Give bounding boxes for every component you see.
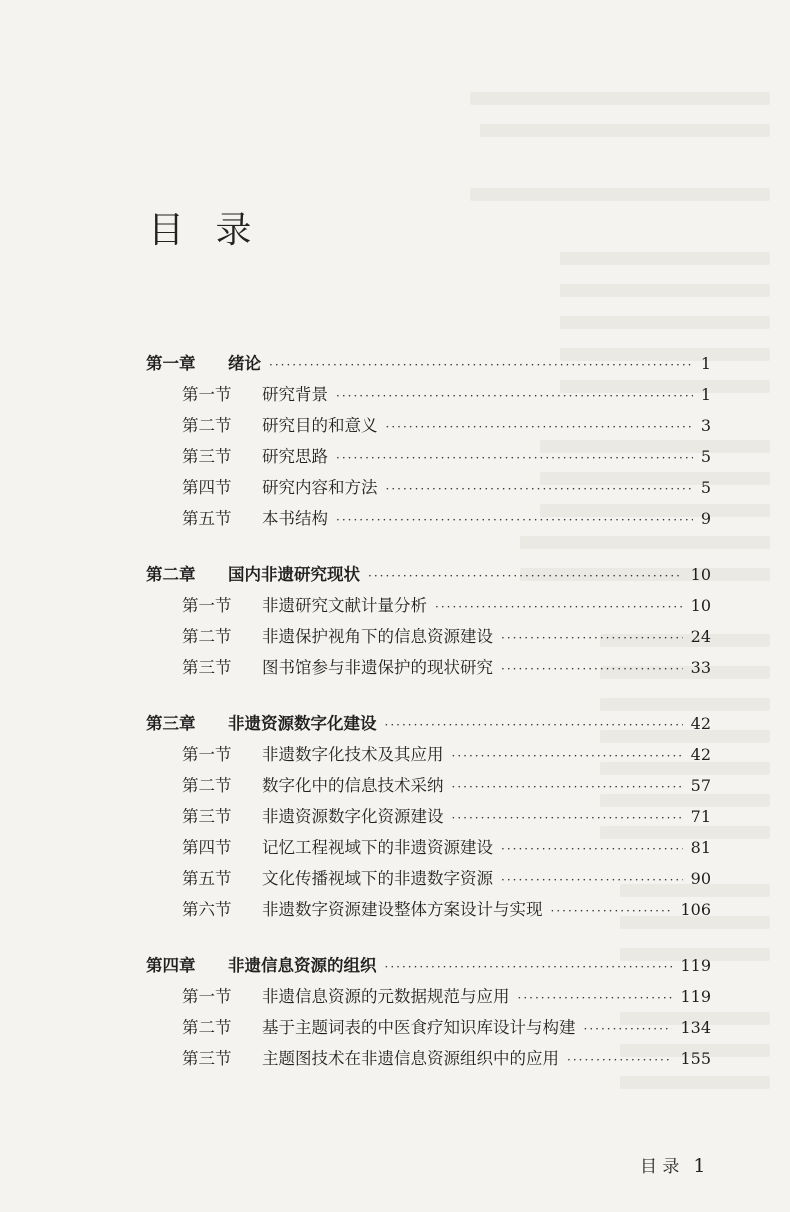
dot-leader bbox=[336, 451, 693, 465]
section-number: 第四节 bbox=[182, 478, 232, 497]
page-number: 33 bbox=[690, 658, 711, 677]
dot-leader bbox=[385, 718, 683, 732]
chapter-number: 第二章 bbox=[146, 565, 196, 584]
toc-section[interactable] bbox=[146, 741, 711, 772]
page-number: 71 bbox=[690, 807, 711, 826]
toc-section[interactable] bbox=[146, 412, 711, 443]
page-footer bbox=[640, 1152, 706, 1177]
page-number: 155 bbox=[680, 1049, 711, 1068]
toc-section[interactable] bbox=[146, 1045, 711, 1076]
page-number: 106 bbox=[680, 900, 711, 919]
section-number: 第二节 bbox=[182, 416, 232, 435]
section-title: 基于主题词表的中医食疗知识库设计与构建 bbox=[262, 1018, 576, 1037]
page-number: 24 bbox=[690, 627, 711, 646]
section-number: 第四节 bbox=[182, 838, 232, 857]
dot-leader bbox=[386, 420, 693, 434]
running-footer-label: 目 录 bbox=[640, 1157, 680, 1177]
dot-leader bbox=[269, 358, 693, 372]
section-number: 第一节 bbox=[182, 385, 232, 404]
page-number: 1 bbox=[700, 385, 711, 404]
toc-section[interactable] bbox=[146, 896, 711, 927]
chapter-title: 非遗信息资源的组织 bbox=[228, 956, 377, 975]
toc-chapter[interactable] bbox=[146, 350, 711, 381]
page-number: 10 bbox=[690, 565, 711, 584]
page-number: 3 bbox=[700, 416, 711, 435]
page-number: 119 bbox=[680, 956, 711, 975]
toc-section[interactable] bbox=[146, 505, 711, 536]
section-number: 第二节 bbox=[182, 776, 232, 795]
section-title: 数字化中的信息技术采纳 bbox=[262, 776, 444, 795]
dot-leader bbox=[501, 873, 683, 887]
toc-section[interactable] bbox=[146, 654, 711, 685]
section-title: 研究内容和方法 bbox=[262, 478, 378, 497]
page-number: 119 bbox=[680, 987, 711, 1006]
section-number: 第三节 bbox=[182, 658, 232, 677]
dot-leader bbox=[501, 842, 683, 856]
section-number: 第三节 bbox=[182, 807, 232, 826]
section-number: 第六节 bbox=[182, 900, 232, 919]
chapter-number: 第三章 bbox=[146, 714, 196, 733]
dot-leader bbox=[501, 631, 683, 645]
toc-chapter[interactable] bbox=[146, 710, 711, 741]
toc-section[interactable] bbox=[146, 983, 711, 1014]
footer-page-number: 1 bbox=[693, 1155, 706, 1177]
dot-leader bbox=[567, 1053, 672, 1067]
chapter-number: 第一章 bbox=[146, 354, 196, 373]
dot-leader bbox=[518, 991, 673, 1005]
toc-section[interactable] bbox=[146, 474, 711, 505]
dot-leader bbox=[501, 662, 683, 676]
chapter-number: 第四章 bbox=[146, 956, 196, 975]
section-title: 非遗数字资源建设整体方案设计与实现 bbox=[262, 900, 543, 919]
page-title: 目 录 bbox=[148, 210, 262, 252]
section-number: 第二节 bbox=[182, 627, 232, 646]
section-number: 第一节 bbox=[182, 987, 232, 1006]
section-title: 研究目的和意义 bbox=[262, 416, 378, 435]
section-number: 第五节 bbox=[182, 509, 232, 528]
dot-leader bbox=[452, 780, 683, 794]
section-title: 非遗研究文献计量分析 bbox=[262, 596, 427, 615]
toc-section[interactable] bbox=[146, 803, 711, 834]
section-title: 非遗资源数字化资源建设 bbox=[262, 807, 444, 826]
page-number: 57 bbox=[690, 776, 711, 795]
toc-section[interactable] bbox=[146, 834, 711, 865]
section-title: 主题图技术在非遗信息资源组织中的应用 bbox=[262, 1049, 559, 1068]
page-number: 1 bbox=[700, 354, 711, 373]
page-number: 42 bbox=[690, 714, 711, 733]
page-number: 5 bbox=[700, 478, 711, 497]
page-number: 42 bbox=[690, 745, 711, 764]
chapter-spacer bbox=[146, 927, 711, 952]
toc-section[interactable] bbox=[146, 865, 711, 896]
section-number: 第二节 bbox=[182, 1018, 232, 1037]
dot-leader bbox=[386, 482, 693, 496]
section-number: 第三节 bbox=[182, 447, 232, 466]
dot-leader bbox=[368, 569, 683, 583]
chapter-title: 绪论 bbox=[228, 354, 261, 373]
table-of-contents bbox=[146, 350, 711, 1076]
section-title: 研究背景 bbox=[262, 385, 328, 404]
toc-section[interactable] bbox=[146, 443, 711, 474]
page-number: 134 bbox=[680, 1018, 711, 1037]
section-title: 研究思路 bbox=[262, 447, 328, 466]
page-number: 90 bbox=[690, 869, 711, 888]
dot-leader bbox=[385, 960, 673, 974]
toc-section[interactable] bbox=[146, 381, 711, 412]
section-number: 第一节 bbox=[182, 745, 232, 764]
dot-leader bbox=[452, 749, 683, 763]
dot-leader bbox=[435, 600, 683, 614]
toc-section[interactable] bbox=[146, 623, 711, 654]
page-number: 9 bbox=[700, 509, 711, 528]
page-number: 81 bbox=[690, 838, 711, 857]
page-number: 5 bbox=[700, 447, 711, 466]
toc-section[interactable] bbox=[146, 1014, 711, 1045]
section-title: 非遗信息资源的元数据规范与应用 bbox=[262, 987, 510, 1006]
dot-leader bbox=[336, 389, 693, 403]
dot-leader bbox=[452, 811, 683, 825]
section-title: 图书馆参与非遗保护的现状研究 bbox=[262, 658, 493, 677]
section-number: 第三节 bbox=[182, 1049, 232, 1068]
section-title: 非遗数字化技术及其应用 bbox=[262, 745, 444, 764]
toc-section[interactable] bbox=[146, 592, 711, 623]
section-title: 文化传播视域下的非遗数字资源 bbox=[262, 869, 493, 888]
chapter-spacer bbox=[146, 536, 711, 561]
section-title: 记忆工程视域下的非遗资源建设 bbox=[262, 838, 493, 857]
toc-section[interactable] bbox=[146, 772, 711, 803]
section-title: 非遗保护视角下的信息资源建设 bbox=[262, 627, 493, 646]
page-number: 10 bbox=[690, 596, 711, 615]
chapter-title: 非遗资源数字化建设 bbox=[228, 714, 377, 733]
chapter-title: 国内非遗研究现状 bbox=[228, 565, 360, 584]
dot-leader bbox=[584, 1022, 673, 1036]
chapter-spacer bbox=[146, 685, 711, 710]
section-number: 第一节 bbox=[182, 596, 232, 615]
dot-leader bbox=[551, 904, 673, 918]
section-number: 第五节 bbox=[182, 869, 232, 888]
toc-chapter[interactable] bbox=[146, 952, 711, 983]
section-title: 本书结构 bbox=[262, 509, 328, 528]
dot-leader bbox=[336, 513, 693, 527]
toc-chapter[interactable] bbox=[146, 561, 711, 592]
